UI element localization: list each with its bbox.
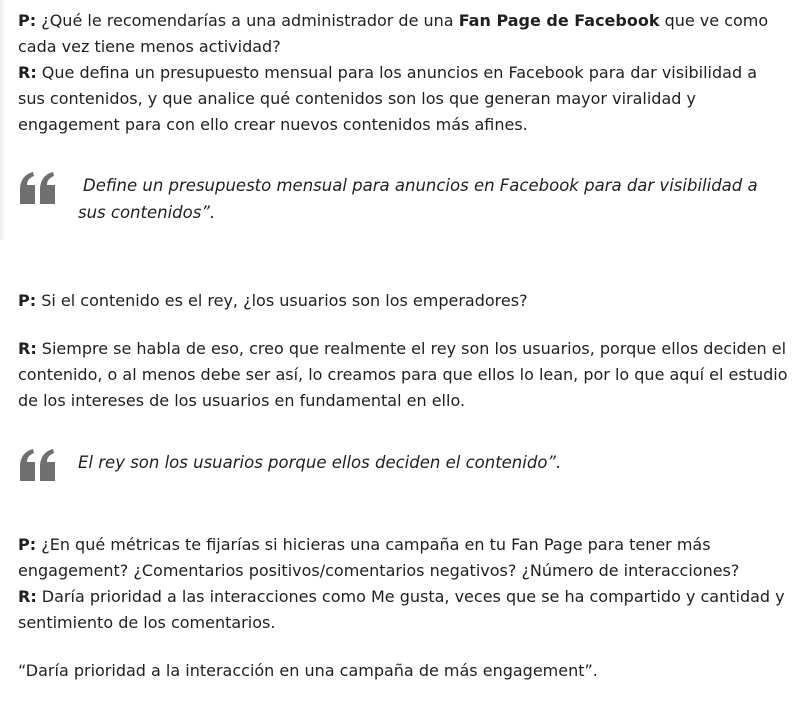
pull-quote-2-text: El rey son los usuarios porque ellos deciden el contenido”.: [78, 453, 562, 472]
question-2: [18, 288, 788, 314]
article-body: [18, 8, 788, 684]
question-3: [18, 532, 788, 584]
question-label: P:: [18, 11, 37, 30]
quote-icon: [18, 447, 58, 483]
question-2-text: Si el contenido es el rey, ¿los usuarios son los emperadores?: [36, 291, 528, 310]
question-1-text-end: que ve como cada vez tiene menos actividad?: [18, 11, 769, 56]
question-label: P:: [18, 291, 37, 310]
question-label: P:: [18, 535, 37, 554]
question-1-text-start: ¿Qué le recomendarías a una administrador de una: [36, 11, 459, 30]
answer-2-text: Siempre se habla de eso, creo que realmente el rey son los usuarios, porque ellos deciden el contenido, o al menos debe ser así, lo creamos para que ellos lo lean, por lo que aquí el estudio de los intereses de los usuarios en fundamental en ello.: [18, 339, 788, 410]
answer-label: R:: [18, 587, 37, 606]
pull-quote-1: [18, 172, 788, 226]
answer-label: R:: [18, 63, 37, 82]
answer-1: [18, 60, 788, 138]
left-edge-shade: [0, 0, 6, 240]
answer-2: [18, 336, 788, 414]
closing-quote: “Daría prioridad a la interacción en una campaña de más engagement”.: [18, 661, 598, 680]
question-3-text: ¿En qué métricas te fijarías si hicieras una campaña en tu Fan Page para tener más engagement? ¿Comentarios positivos/comentarios negativos? ¿Número de interacciones?: [18, 535, 740, 580]
question-1: [18, 8, 788, 60]
answer-label: R:: [18, 339, 37, 358]
qa-block-1: [18, 8, 788, 138]
pull-quote-2: [18, 449, 788, 476]
pull-quote-1-text: Define un presupuesto mensual para anuncios en Facebook para dar visibilidad a sus contenidos”.: [78, 176, 758, 222]
answer-1-text: Que defina un presupuesto mensual para los anuncios en Facebook para dar visibilidad a sus contenidos, y que analice qué contenidos son los que generan mayor viralidad y engagement para con ello crear nuevos contenidos más afines.: [18, 63, 758, 134]
quote-icon: [18, 170, 58, 206]
qa-block-3: [18, 532, 788, 636]
question-1-bold-text: Fan Page de Facebook: [458, 11, 660, 30]
answer-3: [18, 584, 788, 636]
answer-3-text: Daría prioridad a las interacciones como Me gusta, veces que se ha compartido y cantidad y sentimiento de los comentarios.: [18, 587, 785, 632]
